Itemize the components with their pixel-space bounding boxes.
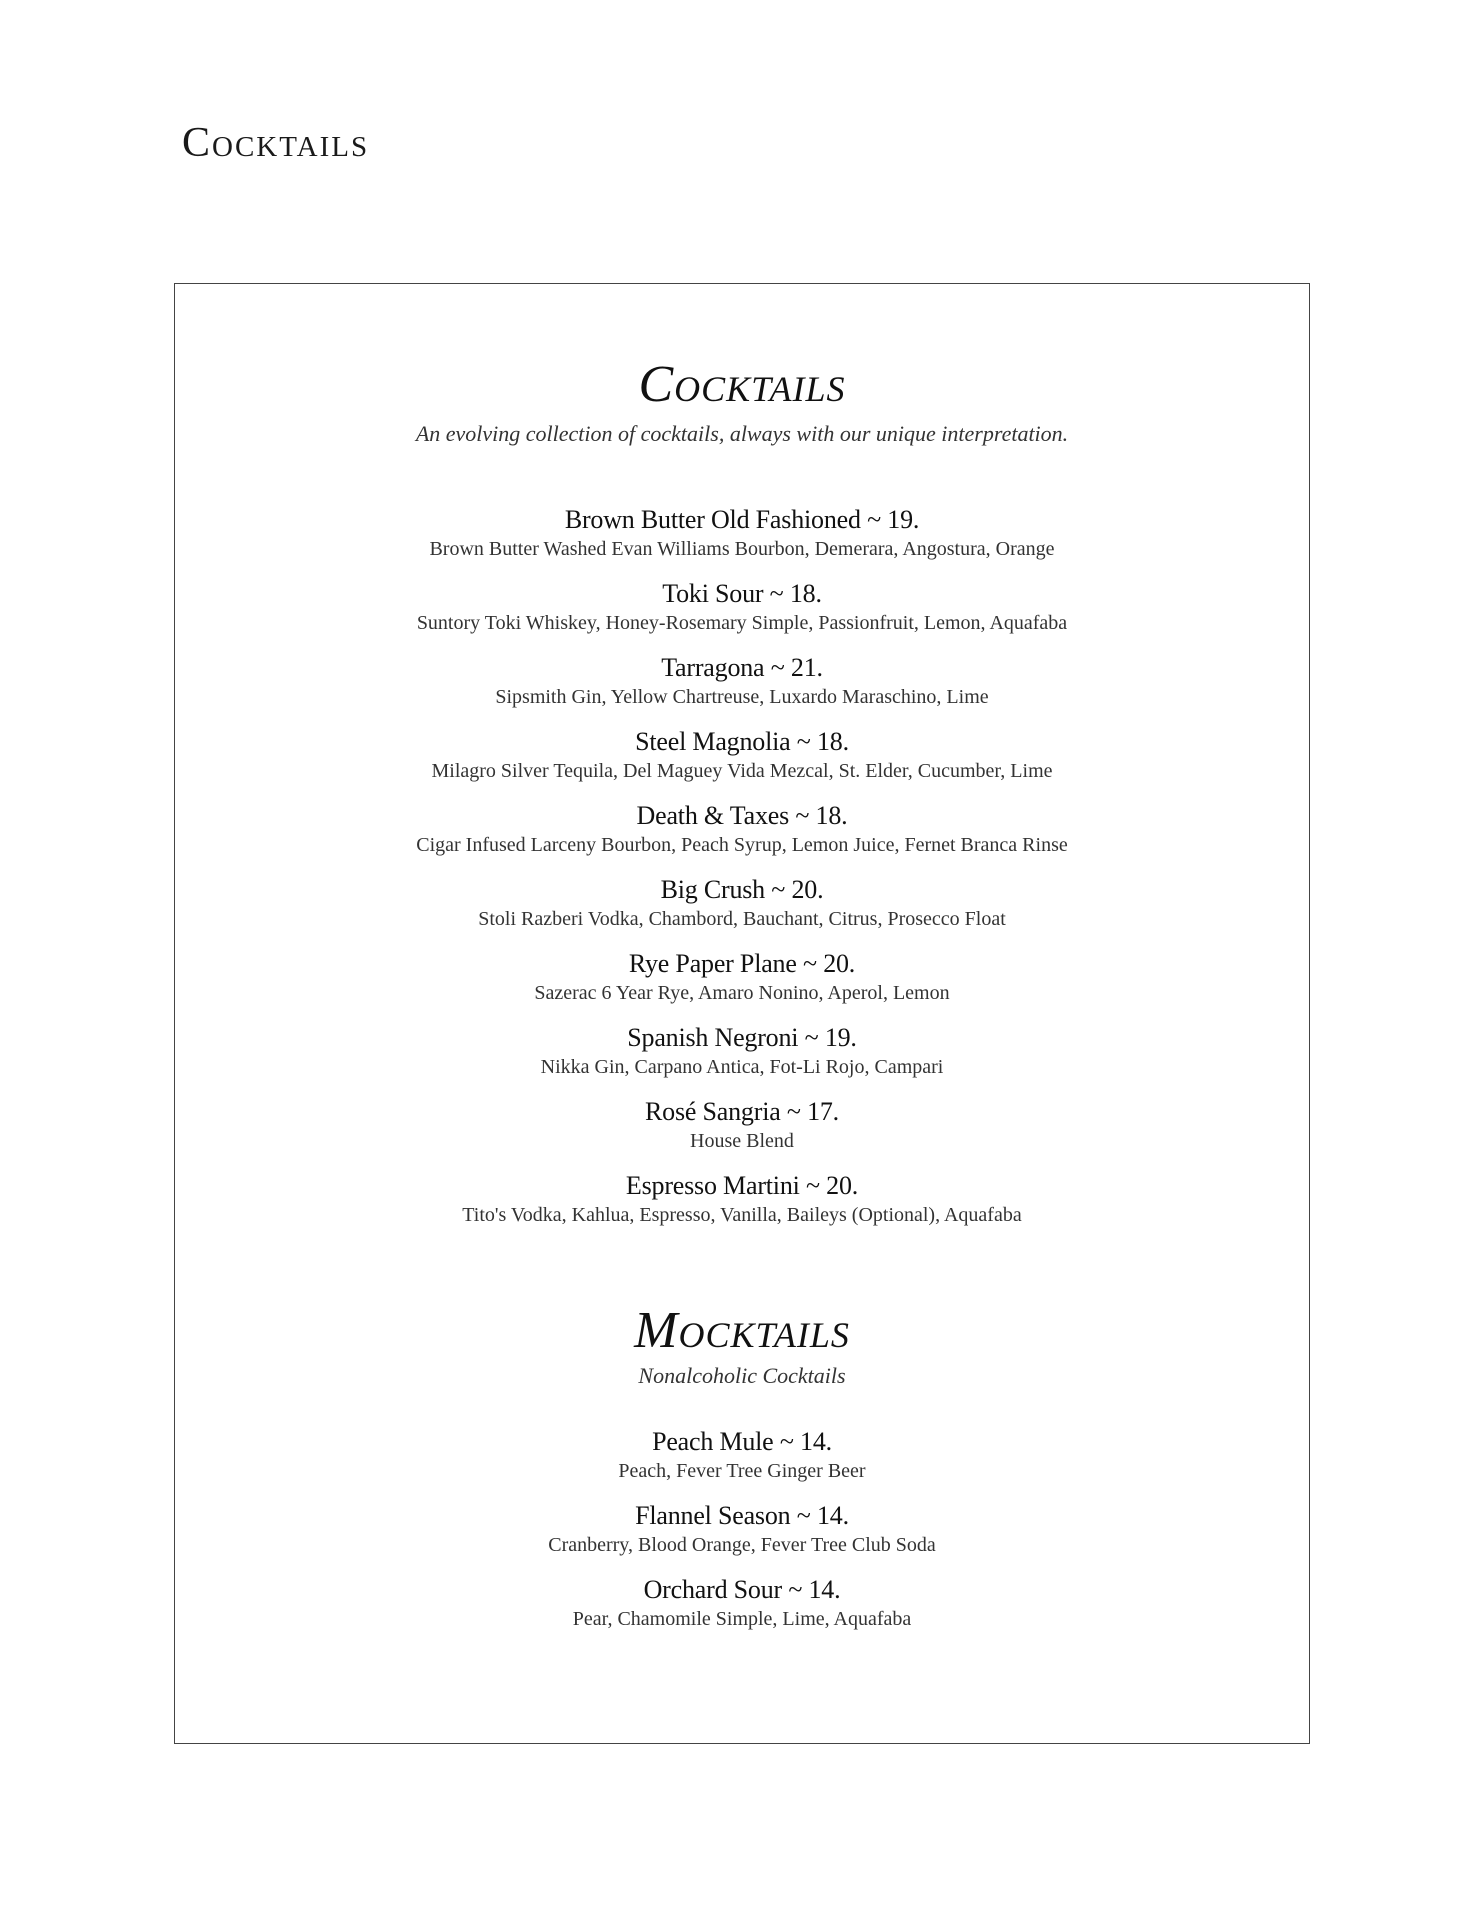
menu-item-name: Orchard Sour — [643, 1574, 782, 1604]
menu-item-name: Spanish Negroni — [627, 1023, 799, 1053]
menu-item-price: 20. — [791, 875, 824, 905]
menu-item-description: Tito's Vodka, Kahlua, Espresso, Vanilla, Baileys (Optional), Aquafaba — [462, 1204, 1022, 1227]
menu-item-title — [175, 1427, 1309, 1457]
menu-item-title — [175, 653, 1309, 683]
menu-item — [175, 579, 1309, 637]
menu-item — [175, 875, 1309, 933]
menu-item-price: 21. — [790, 653, 823, 683]
menu-item-price: 20. — [826, 1171, 859, 1201]
price-separator: ~ — [779, 1426, 794, 1456]
menu-item-title — [175, 727, 1309, 757]
price-separator: ~ — [788, 1574, 803, 1604]
menu-item-price: 18. — [815, 801, 848, 831]
menu-item-price: 14. — [816, 1500, 849, 1530]
menu-item-description: Stoli Razberi Vodka, Chambord, Bauchant, Citrus, Prosecco Float — [478, 908, 1006, 931]
menu-item-title — [175, 1023, 1309, 1053]
menu-item-title — [175, 505, 1309, 535]
menu-item — [175, 1097, 1309, 1155]
price-separator: ~ — [796, 1500, 811, 1530]
menu-item-title — [175, 949, 1309, 979]
menu-item-title — [175, 1171, 1309, 1201]
menu-item-price: 19. — [887, 505, 920, 535]
menu-item — [175, 1501, 1309, 1559]
cocktails-subtitle: An evolving collection of cocktails, always with our unique interpretation. — [415, 421, 1069, 446]
menu-item-name: Toki Sour — [662, 579, 764, 609]
menu-item — [175, 949, 1309, 1007]
price-separator: ~ — [769, 579, 784, 609]
menu-item — [175, 1427, 1309, 1485]
cocktails-list — [175, 505, 1309, 1229]
menu-item-price: 14. — [800, 1426, 832, 1456]
menu-item-description: Sipsmith Gin, Yellow Chartreuse, Luxardo Maraschino, Lime — [495, 686, 989, 709]
menu-item — [175, 727, 1309, 785]
menu-item-description: Cranberry, Blood Orange, Fever Tree Club Soda — [548, 1533, 936, 1556]
menu-item-price: 18. — [816, 727, 849, 757]
menu-item — [175, 505, 1309, 563]
menu-content — [175, 356, 1309, 1649]
mocktails-list — [175, 1427, 1309, 1633]
price-separator: ~ — [795, 801, 810, 831]
menu-item-price: 18. — [789, 579, 822, 609]
mocktails-subtitle: Nonalcoholic Cocktails — [638, 1363, 846, 1389]
page-heading: Cocktails — [182, 120, 370, 166]
menu-item-description: Nikka Gin, Carpano Antica, Fot-Li Rojo, Campari — [540, 1056, 944, 1079]
menu-item-description: Sazerac 6 Year Rye, Amaro Nonino, Aperol, Lemon — [534, 982, 950, 1005]
menu-item-description: Cigar Infused Larceny Bourbon, Peach Syrup, Lemon Juice, Fernet Branca Rinse — [416, 834, 1068, 857]
menu-card — [174, 283, 1310, 1744]
menu-item — [175, 1171, 1309, 1229]
price-separator: ~ — [770, 653, 785, 683]
menu-item-name: Big Crush — [660, 875, 765, 905]
menu-item — [175, 1575, 1309, 1633]
menu-item-name: Tarragona — [661, 653, 765, 683]
menu-item-name: Peach Mule — [652, 1426, 774, 1456]
price-separator: ~ — [867, 505, 881, 535]
menu-item-price: 19. — [824, 1023, 857, 1053]
menu-item-description: Milagro Silver Tequila, Del Maguey Vida Mezcal, St. Elder, Cucumber, Lime — [431, 760, 1053, 783]
menu-item — [175, 801, 1309, 859]
menu-item-name: Flannel Season — [635, 1500, 791, 1530]
menu-item-name: Rosé Sangria — [645, 1097, 781, 1127]
cocktails-section — [175, 356, 1309, 1229]
price-separator: ~ — [786, 1097, 801, 1127]
menu-item-description: Pear, Chamomile Simple, Lime, Aquafaba — [572, 1607, 912, 1630]
menu-item-description: Brown Butter Washed Evan Williams Bourbon, Demerara, Angostura, Orange — [429, 538, 1055, 561]
menu-item — [175, 653, 1309, 711]
menu-item-name: Espresso Martini — [625, 1171, 800, 1201]
cocktails-title: Cocktails — [638, 356, 846, 413]
price-separator: ~ — [805, 1171, 820, 1201]
price-separator: ~ — [803, 949, 817, 979]
menu-item-name: Death & Taxes — [636, 801, 790, 831]
menu-item-title — [175, 1097, 1309, 1127]
menu-item-title — [175, 875, 1309, 905]
menu-item-price: 17. — [807, 1097, 839, 1127]
menu-item — [175, 1023, 1309, 1081]
menu-item-description: House Blend — [690, 1130, 794, 1153]
menu-item-title — [175, 1501, 1309, 1531]
price-separator: ~ — [804, 1023, 819, 1053]
price-separator: ~ — [796, 727, 811, 757]
menu-item-price: 14. — [808, 1574, 841, 1604]
mocktails-section — [175, 1302, 1309, 1632]
menu-item-name: Steel Magnolia — [635, 727, 791, 757]
menu-item-price: 20. — [823, 949, 856, 979]
price-separator: ~ — [771, 875, 786, 905]
menu-item-title — [175, 579, 1309, 609]
menu-item-name: Brown Butter Old Fashioned — [564, 505, 861, 535]
menu-item-title — [175, 801, 1309, 831]
menu-item-title — [175, 1575, 1309, 1605]
menu-item-description: Peach, Fever Tree Ginger Beer — [618, 1459, 866, 1482]
menu-item-name: Rye Paper Plane — [628, 949, 797, 979]
menu-item-description: Suntory Toki Whiskey, Honey-Rosemary Simple, Passionfruit, Lemon, Aquafaba — [416, 612, 1068, 635]
mocktails-title: Mocktails — [634, 1302, 850, 1360]
